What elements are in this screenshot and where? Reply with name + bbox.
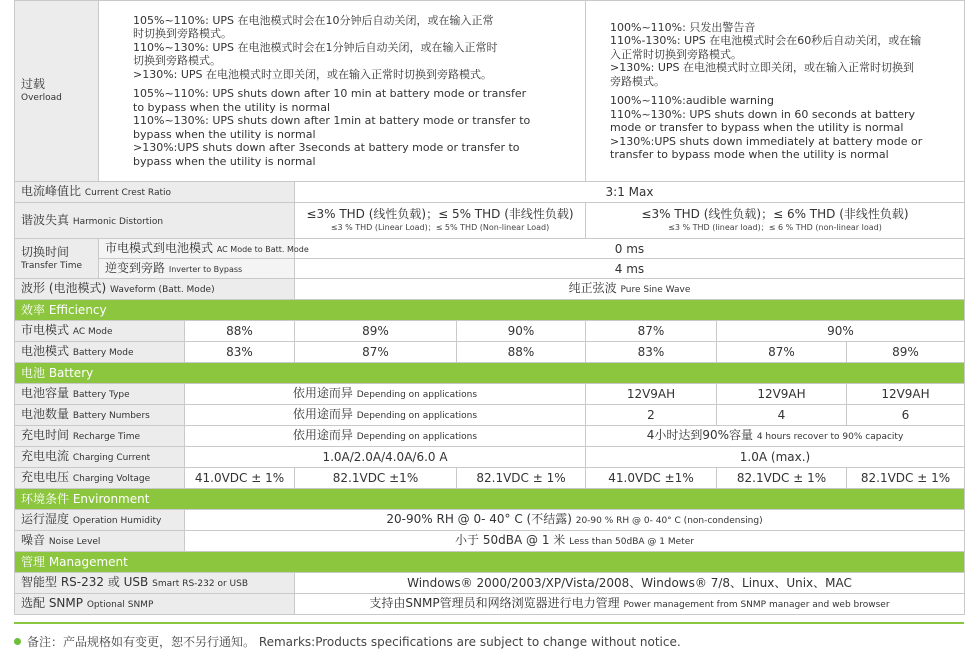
overload-left-line: 105%~110%: UPS 在电池模式时会在10分钟后自动关闭，或在输入正常: [133, 13, 494, 27]
section-battery: 电池 Battery: [15, 363, 965, 384]
transfer-label-en: Transfer Time: [21, 260, 83, 271]
footer-remarks: [14, 633, 681, 650]
overload-left-line: 105%~110%: UPS shuts down after 10 min at battery mode or transfer: [133, 87, 527, 101]
battery-mode-label-cn: 电池模式: [21, 344, 70, 358]
section-environment: 环境条件 Environment: [15, 489, 965, 510]
snmp-value: [295, 594, 965, 615]
charging-current-label-en: Charging Current: [72, 453, 151, 463]
overload-label-en: Overload: [21, 93, 62, 103]
overload-left-line: 切换到旁路模式。: [133, 54, 221, 68]
charging-voltage-value: 41.0VDC ± 1%: [185, 468, 295, 489]
batt-efficiency-value: 87%: [295, 342, 457, 363]
harmonic-label: [15, 203, 295, 239]
snmp-label-en: Optional SNMP: [86, 600, 154, 610]
overload-left-line: to bypass when the utility is normal: [133, 100, 331, 114]
waveform-value-en: Pure Sine Wave: [620, 285, 691, 295]
recharge-right: [586, 426, 965, 447]
recharge-time-label: [15, 426, 185, 447]
battery-type-value: 12V9AH: [847, 384, 965, 405]
overload-right-line: >130%:UPS shuts down immediately at battery mode or: [610, 134, 923, 148]
humidity-value-en: 20-90 % RH @ 0- 40° C (non-condensing): [575, 516, 763, 526]
harmonic-left: [295, 203, 586, 239]
overload-left-line: bypass when the utility is normal: [133, 127, 316, 141]
crest-label-cn: 电流峰值比: [21, 184, 82, 198]
transfer-inv-bypass-label: [99, 259, 295, 279]
transfer-ac-batt-value: 0 ms: [295, 239, 965, 259]
humidity-value-cn: 20-90% RH @ 0- 40° C (不结露): [386, 512, 572, 526]
overload-right-line: 100%~110%:audible warning: [610, 94, 774, 107]
overload-right: [586, 1, 965, 182]
harmonic-label-en: Harmonic Distortion: [72, 216, 164, 227]
ac-efficiency-value: 89%: [295, 321, 457, 342]
battery-number-value: 2: [586, 405, 717, 426]
overload-right-line: 旁路模式。: [610, 74, 665, 88]
section-efficiency: 效率 Efficiency: [15, 300, 965, 321]
waveform-value-cn: 纯正弦波: [568, 281, 617, 295]
charging-voltage-value: 82.1VDC ± 1%: [717, 468, 847, 489]
harmonic-right: [586, 203, 965, 239]
overload-right-line: 入正常时切换到旁路模式。: [610, 47, 742, 61]
overload-left-line: >130%: UPS 在电池模式时立即关闭，或在输入正常时切换到旁路模式。: [133, 67, 493, 81]
recharge-right-cn: 4小时达到90%容量: [646, 428, 754, 442]
battery-number-value: 4: [717, 405, 847, 426]
charging-voltage-value: 82.1VDC ± 1%: [457, 468, 586, 489]
crest-label: [15, 182, 295, 203]
charging-current-left: 1.0A/2.0A/4.0A/6.0 A: [185, 447, 586, 468]
transfer-row2-en: Inverter to Bypass: [168, 264, 243, 274]
battery-numbers-label-cn: 电池数量: [21, 407, 70, 421]
ac-efficiency-value: 90%: [717, 321, 965, 342]
snmp-value-cn: 支持由SNMP管理员和网络浏览器进行电力管理: [369, 596, 620, 610]
smart-rs232-label: [15, 573, 295, 594]
transfer-label-cn: 切换时间: [21, 244, 70, 259]
harmonic-right-cn: ≤3% THD (线性负载)；≤ 6% THD (非线性负载): [641, 206, 909, 221]
footer-text: 备注：产品规格如有变更，恕不另行通知。 Remarks:Products specifications are subject to change without notice.: [27, 635, 681, 649]
bottom-divider: [14, 622, 964, 624]
battery-type-value: 12V9AH: [717, 384, 847, 405]
recharge-right-en: 4 hours recover to 90% capacity: [756, 432, 904, 442]
depends-cn: 依用途而异: [292, 407, 353, 421]
waveform-value: [295, 279, 965, 300]
snmp-label: [15, 594, 295, 615]
depends-en: Depending on applications: [356, 390, 478, 400]
smart-os-value: Windows® 2000/2003/XP/Vista/2008、Windows® 7/8、Linux、Unix、MAC: [295, 573, 965, 594]
noise-label: [15, 531, 185, 552]
battery-numbers-label-en: Battery Numbers: [72, 411, 150, 421]
depends-en: Depending on applications: [356, 411, 478, 421]
depends-cn: 依用途而异: [292, 428, 353, 442]
depends-en: Depending on applications: [356, 432, 478, 442]
batt-efficiency-value: 88%: [457, 342, 586, 363]
noise-value-en: Less than 50dBA @ 1 Meter: [569, 537, 694, 547]
battery-type-label-cn: 电池容量: [21, 386, 70, 400]
transfer-inv-bypass-value: 4 ms: [295, 259, 965, 279]
ac-efficiency-value: 88%: [185, 321, 295, 342]
charging-voltage-value: 82.1VDC ± 1%: [847, 468, 965, 489]
transfer-label: [15, 239, 99, 279]
charging-voltage-label-cn: 充电电压: [21, 470, 70, 484]
ac-mode-label: [15, 321, 185, 342]
humidity-label-cn: 运行湿度: [21, 512, 70, 526]
charging-voltage-value: 41.0VDC ±1%: [586, 468, 717, 489]
overload-label-cn: 过载: [21, 77, 46, 91]
overload-label: [15, 1, 99, 182]
batt-efficiency-value: 87%: [717, 342, 847, 363]
recharge-depends: [185, 426, 586, 447]
humidity-label-en: Operation Humidity: [72, 516, 162, 526]
charging-current-right: 1.0A (max.): [586, 447, 965, 468]
harmonic-left-en: ≤3 % THD (Linear Load)；≤ 5% THD (Non-linear Load): [330, 222, 550, 232]
ac-mode-label-en: AC Mode: [72, 327, 113, 337]
overload-left-line: 110%~130%: UPS shuts down after 1min at battery mode or transfer to: [133, 114, 531, 128]
overload-right-line: >130%: UPS 在电池模式时立即关闭，或在输入正常时切换到: [610, 61, 915, 74]
battery-type-label-en: Battery Type: [72, 390, 130, 400]
battery-type-value: 12V9AH: [586, 384, 717, 405]
recharge-label-cn: 充电时间: [21, 428, 70, 442]
harmonic-label-cn: 谐波失真: [21, 212, 70, 227]
overload-right-line: 110%~130%: UPS shuts down in 60 seconds at battery: [610, 107, 916, 121]
transfer-ac-batt-label: [99, 239, 309, 259]
ac-mode-label-cn: 市电模式: [21, 323, 70, 337]
overload-right-line: transfer to bypass mode when the utility is normal: [610, 148, 889, 161]
harmonic-right-en: ≤3 % THD (linear load)；≤ 6 % THD (non-linear load): [668, 222, 882, 232]
ac-efficiency-value: 87%: [586, 321, 717, 342]
battery-numbers-label: [15, 405, 185, 426]
charging-voltage-value: 82.1VDC ±1%: [295, 468, 457, 489]
crest-label-en: Current Crest Ratio: [84, 188, 172, 198]
overload-left-line: 110%~130%: UPS 在电池模式时会在1分钟后自动关闭，或在输入正常时: [133, 40, 498, 54]
smart-label-en: Smart RS-232 or USB: [152, 579, 248, 589]
battery-numbers-depends: [185, 405, 586, 426]
humidity-value: [185, 510, 965, 531]
charging-voltage-label-en: Charging Voltage: [72, 474, 151, 484]
overload-right-line: 110%-130%: UPS 在电池模式时会在60秒后自动关闭，或在输: [610, 34, 922, 47]
overload-left: [99, 1, 586, 182]
battery-type-label: [15, 384, 185, 405]
battery-mode-label-en: Battery Mode: [72, 348, 134, 358]
bullet-dot-icon: [14, 638, 21, 645]
snmp-value-en: Power management from SNMP manager and web browser: [623, 600, 890, 610]
overload-left-line: >130%:UPS shuts down after 3seconds at battery mode or transfer to: [133, 141, 520, 155]
overload-left-line: 时切换到旁路模式。: [133, 27, 232, 41]
charging-voltage-label: [15, 468, 185, 489]
battery-number-value: 6: [847, 405, 965, 426]
transfer-row1-cn: 市电模式到电池模式: [105, 240, 214, 255]
overload-right-line: mode or transfer to bypass when the utility is normal: [610, 121, 904, 134]
harmonic-left-cn: ≤3% THD (线性负载)；≤ 5% THD (非线性负载): [306, 206, 574, 221]
transfer-row1-en: AC Mode to Batt. Mode: [216, 244, 309, 254]
recharge-label-en: Recharge Time: [72, 432, 141, 442]
humidity-label: [15, 510, 185, 531]
noise-label-cn: 噪音: [21, 533, 46, 547]
noise-value: [185, 531, 965, 552]
noise-value-cn: 小于 50dBA @ 1 米: [455, 533, 566, 547]
waveform-label-en: Waveform (Batt. Mode): [110, 285, 215, 295]
spec-table: [14, 0, 965, 615]
battery-mode-label: [15, 342, 185, 363]
ac-efficiency-value: 90%: [457, 321, 586, 342]
charging-current-label: [15, 447, 185, 468]
overload-left-line: bypass when the utility is normal: [133, 154, 316, 168]
batt-efficiency-value: 89%: [847, 342, 965, 363]
waveform-label-cn: 波形 (电池模式): [21, 281, 107, 295]
noise-label-en: Noise Level: [48, 537, 101, 547]
overload-right-line: 100%~110%: 只发出警告音: [610, 20, 756, 34]
section-management: 管理 Management: [15, 552, 965, 573]
crest-value: 3:1 Max: [295, 182, 965, 203]
batt-efficiency-value: 83%: [586, 342, 717, 363]
snmp-label-cn: 选配 SNMP: [21, 596, 83, 610]
battery-type-depends: [185, 384, 586, 405]
charging-current-label-cn: 充电电流: [21, 449, 70, 463]
smart-label-cn: 智能型 RS-232 或 USB: [21, 575, 149, 589]
depends-cn: 依用途而异: [292, 386, 353, 400]
waveform-label: [15, 279, 295, 300]
transfer-row2-cn: 逆变到旁路: [105, 260, 166, 275]
batt-efficiency-value: 83%: [185, 342, 295, 363]
